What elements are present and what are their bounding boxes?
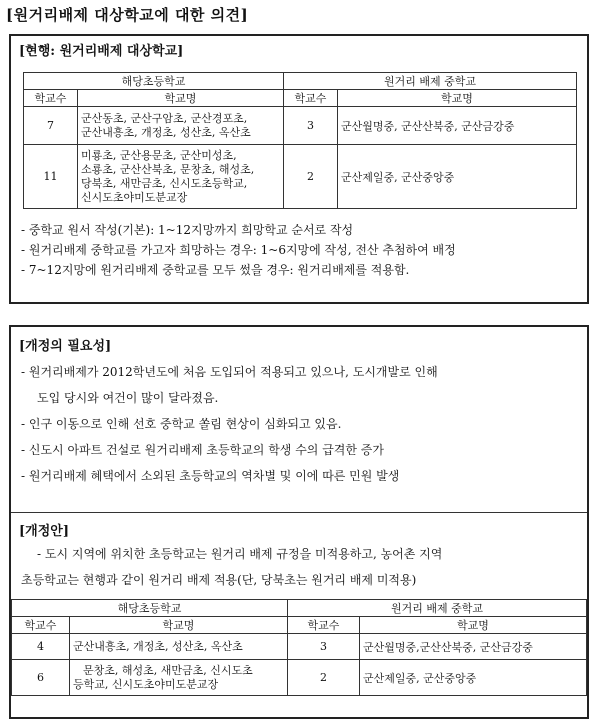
proposal-heading: [개정안] bbox=[19, 524, 69, 539]
table-row bbox=[24, 145, 577, 209]
mid-names: 군산월명중,군산산북중, 군산금강중 bbox=[360, 634, 587, 660]
mid-names: 군산월명중, 군산산북중, 군산금강중 bbox=[338, 107, 577, 145]
mid-names: 군산제일중, 군산중앙중 bbox=[360, 660, 587, 696]
elem-names: 군산동초, 군산구암초, 군산경포초, 군산내흥초, 개정초, 성산초, 옥산초 bbox=[78, 107, 284, 145]
list-item: - 원거리배제 혜택에서 소외된 초등학교의 역차별 및 이에 따른 민원 발생 bbox=[21, 469, 400, 483]
proposal-col-count-mid: 학교수 bbox=[288, 617, 360, 634]
current-policy-box bbox=[9, 34, 589, 304]
proposal-col-names-elem: 학교명 bbox=[70, 617, 288, 634]
elem-count: 6 bbox=[12, 660, 70, 696]
current-school-table bbox=[23, 72, 577, 209]
section-divider bbox=[11, 512, 587, 513]
current-col-names-elem: 학교명 bbox=[78, 90, 284, 107]
mid-count: 2 bbox=[284, 145, 338, 209]
elem-count: 4 bbox=[12, 634, 70, 660]
list-item: - 7~12지망에 원거리배제 중학교를 모두 썼을 경우: 원거리배제를 적용함. bbox=[21, 263, 410, 277]
elem-count: 11 bbox=[24, 145, 78, 209]
current-heading: [현행: 원거리배제 대상학교] bbox=[19, 44, 184, 59]
mid-count: 3 bbox=[288, 634, 360, 660]
proposal-elementary-header: 해당초등학교 bbox=[12, 600, 288, 617]
list-item: - 중학교 원서 작성(기본): 1~12지망까지 희망학교 순서로 작성 bbox=[21, 223, 354, 237]
list-item: - 인구 이동으로 인해 선호 중학교 쏠림 현상이 심화되고 있음. bbox=[21, 417, 342, 431]
list-item: 도입 당시와 여건이 많이 달라졌음. bbox=[37, 391, 219, 405]
elem-names: 문창초, 해성초, 새만금초, 신시도초 등학교, 신시도초야미도분교장 bbox=[70, 660, 288, 696]
page-title: [원거리배제 대상학교에 대한 의견] bbox=[6, 6, 249, 24]
proposal-school-table bbox=[11, 599, 587, 696]
proposal-middle-header: 원거리 배제 중학교 bbox=[288, 600, 587, 617]
table-row bbox=[24, 107, 577, 145]
elem-count: 7 bbox=[24, 107, 78, 145]
table-row bbox=[12, 634, 587, 660]
revision-box bbox=[9, 325, 589, 719]
list-item: - 신도시 아파트 건설로 원거리배제 초등학교의 학생 수의 급격한 증가 bbox=[21, 443, 384, 457]
need-heading: [개정의 필요성] bbox=[19, 339, 112, 354]
current-elementary-header: 해당초등학교 bbox=[24, 73, 284, 90]
current-col-count-elem: 학교수 bbox=[24, 90, 78, 107]
elem-names: 미룡초, 군산용문초, 군산미성초, 소룡초, 군산산북초, 문창초, 해성초, 당북초, 새만금초, 신시도초등학교, 신시도초야미도분교장 bbox=[78, 145, 284, 209]
proposal-text: - 도시 지역에 위치한 초등학교는 원거리 배제 규정을 미적용하고, 농어촌 지역 초등학교는 현행과 같이 원거리 배제 적용(단, 당북초는 원거리 배제 미적용) bbox=[21, 547, 443, 587]
mid-count: 2 bbox=[288, 660, 360, 696]
proposal-col-count-elem: 학교수 bbox=[12, 617, 70, 634]
mid-names: 군산제일중, 군산중앙중 bbox=[338, 145, 577, 209]
list-item: - 원거리배제 중학교를 가고자 희망하는 경우: 1~6지망에 작성, 전산 추첨하여 배정 bbox=[21, 243, 456, 257]
table-row bbox=[12, 660, 587, 696]
elem-names: 군산내흥초, 개정초, 성산초, 옥산초 bbox=[70, 634, 288, 660]
current-bullets bbox=[21, 220, 456, 280]
mid-count: 3 bbox=[284, 107, 338, 145]
current-col-names-mid: 학교명 bbox=[338, 90, 577, 107]
proposal-col-names-mid: 학교명 bbox=[360, 617, 587, 634]
list-item: - 원거리배제가 2012학년도에 처음 도입되어 적용되고 있으나, 도시개발로 인해 bbox=[21, 365, 438, 379]
need-list bbox=[21, 359, 438, 489]
current-col-count-mid: 학교수 bbox=[284, 90, 338, 107]
current-middle-header: 원거리 배제 중학교 bbox=[284, 73, 577, 90]
